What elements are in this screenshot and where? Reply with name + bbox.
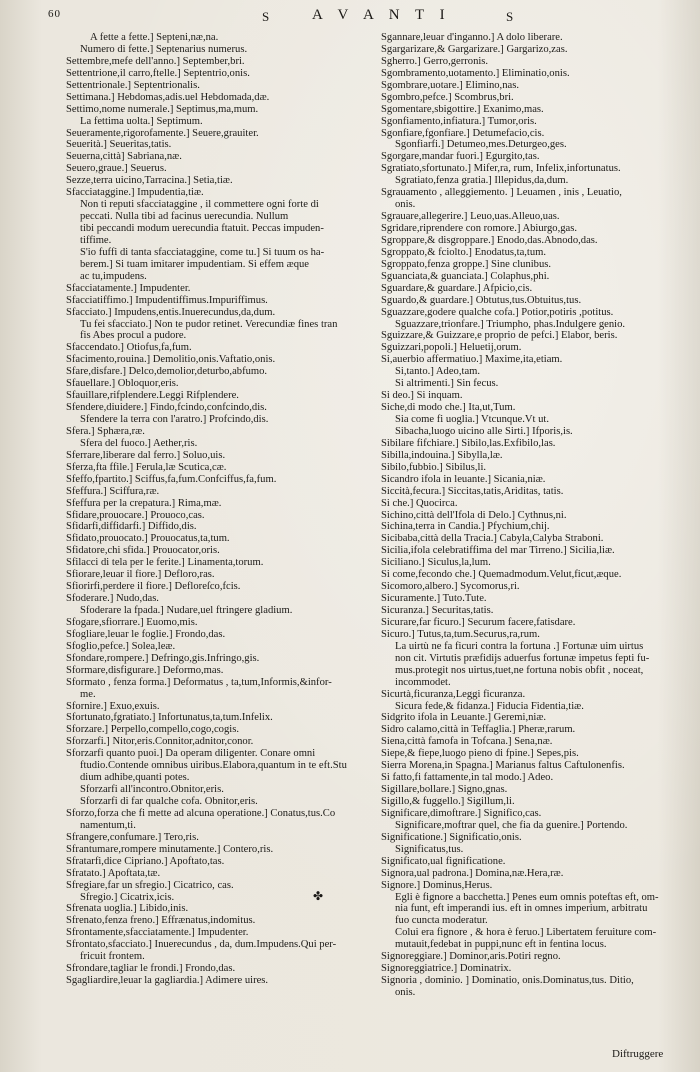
entry-line: Sicuranza.] Securitas,tatis. [381,605,494,616]
entry-line: Sfauellare.] Obloquor,eris. [66,378,179,390]
entry-line: Settentrionale.] Septentrionalis. [66,79,200,91]
entry-line: Sgannare,leuar d'inganno.] A dolo liberare. [381,32,563,43]
entry-line: Sgrauamento , alleggiemento. ] Leuamen , inis , Leuatio, [381,187,622,199]
entry-line: Sgagliardire,leuar la gagliardia.] Adimere uires. [66,975,269,987]
signature-mark: S [262,9,271,24]
entry-line: Sfondare,rompere.] Defringo,gis.Infringo,gis. [66,652,260,664]
entry-line: Tu fei sfacciato.] Non te pudor retinet. Verecundiæ fines tran [80,318,338,330]
entry-line: Siccità,fecura.] Siccitas,tatis,Ariditas, tatis. [381,485,564,497]
entry-line: tibi peccandi modum uerecundia ftatuit. Peccas impuden- [80,223,324,234]
entry-line: fricuit frontem. [80,951,145,963]
entry-line: Sicurare,far ficuro.] Securum facere,fatisdare. [381,616,576,628]
entry-line: Sgherro.] Gerro,gerronis. [381,55,489,67]
entry-line: Non ti reputi sfacciataggine , il commettere ogni forte di [80,199,319,211]
entry-line: La fettima uolta.] Septimum. [80,115,203,127]
entry-line: Sicurtà,ficuranza,Leggi ficuranza. [381,688,526,700]
entry-line: Sfiorirfi,perdere il fiore.] Defloreſco,fcis. [66,581,241,593]
entry-line: Sfacciatamente.] Impudenter. [66,282,191,294]
entry-line: mutauit,fedebat in puppi,nunc eft in fentina locus. [395,939,607,951]
entry-line: Sfendere,diuidere.] Findo,fcindo,confcindo,dis. [66,402,267,414]
entry-line: Sferza,fta ffile.] Ferula,læ Scutica,cæ. [66,461,227,473]
entry-line: Seuero,graue.] Seuerus. [66,163,167,175]
entry-line: Sfrenato,fenza freno.] Effrænatus,indomitus. [66,915,256,927]
entry-line: Sfera del fuoco.] Aether,ris. [80,437,198,449]
entry-line: Settimo,nome numerale.] Septimus,ma,mum. [66,103,259,115]
printer-ornament: ✤ [313,889,324,903]
entry-line: Sgroppato,fenza groppe.] Sine clunibus. [381,258,552,270]
entry-line: Sgargarizare,& Gargarizare.] Gargarizo,zas. [381,43,568,55]
entry-line: Signore.] Dominus,Herus. [381,879,493,891]
entry-line: Sguazzare,godere qualche cofa.] Potior,potiris ,potitus. [381,306,614,318]
entry-line: Seuerità.] Seueritas,tatis. [66,139,172,151]
entry-line: Sfrondare,tagliar le frondi.] Frondo,das. [66,963,236,975]
entry-line: Sfrantumare,rompere minutamente.] Contero,ris. [66,843,274,855]
entry-line: Si fatto,fi fattamente,in tal modo.] Adeo. [381,772,554,784]
entry-line: Siciliano.] Siculus,la,lum. [381,557,491,569]
entry-line: Sfratato.] Apoftata,tæ. [66,867,161,879]
entry-line: Si altrimenti.] Sin fecus. [395,378,499,390]
entry-line: Sia come fi uoglia.] Vtcunque.Vt ut. [395,414,549,425]
entry-line: Sfidare,prouocare.] Prouoco,cas. [66,509,205,521]
folio-number: 60 [48,8,61,20]
entry-line: Sicandro ifola in leuante.] Sicania,niæ. [381,473,546,485]
entry-line: Sguardare,& guardare.] Afpicio,cis. [381,282,533,294]
entry-line: Sfregiare,far un sfregio.] Cicatrico, cas. [66,879,234,891]
entry-line: onis. [395,987,416,998]
entry-line: mus.protegit nos uirtus,tuet,ne fortuna nobis obfit , noceat, [395,664,644,676]
entry-line: Sfilacci di tela per le ferite.] Linamenta,torum. [66,557,264,569]
entry-line: Significare,dimoftrare.] Significo,cas. [381,807,542,819]
entry-line: Sfratarfi,dice Cipriano.] Apoftato,tas. [66,855,225,867]
signature-mark-right: S [506,9,515,24]
entry-line: Settentrione,il carro,ftelle.] Septentrio,onis. [66,67,250,79]
entry-line: Sforzarfi quanto puoi.] Da operam diligenter. Conare omni [66,748,316,760]
entry-line: Sforzare.] Perpello,compello,cogo,cogis. [66,724,239,736]
entry-line: incommodet. [395,676,451,688]
entry-line: Sforzarfi all'incontro.Obnitor,eris. [80,784,224,796]
entry-line: Sfrangere,confumare.] Tero,ris. [66,831,199,843]
entry-line: Sicuramente.] Tuto.Tute. [381,593,487,605]
entry-line: Settembre,mefe dell'anno.] September,bri. [66,55,245,67]
entry-line: Sgombrare,uotare.] Elimino,nas. [381,79,519,91]
entry-line: Sfidato,prouocato.] Prouocatus,ta,tum. [66,533,230,545]
entry-line: non cit. Virtutis præfidijs aduerfus fortunæ impetus fepti fu- [395,652,650,664]
entry-line: Sicuro.] Tutus,ta,tum.Securus,ra,rum. [381,628,540,640]
entry-line: Sfregio.] Cicatrix,icis. [80,891,175,903]
entry-line: Sgroppare,& disgroppare.] Enodo,das.Abnodo,das. [381,234,598,246]
entry-line: Sigillare,bollare.] Signo,gnas. [381,784,508,796]
entry-line: Sfidarfi,diffidarfi.] Diffido,dis. [66,521,197,533]
entry-line: Sicomoro,albero.] Sycomorus,ri. [381,581,520,593]
entry-line: Significatus,tus. [395,843,464,855]
entry-line: Sfrontamente,sfacciatamente.] Impudenter. [66,927,249,939]
entry-line: Sgorgare,mandar fuori.] Egurgito,tas. [381,151,540,163]
entry-line: Sichina,terra in Candia.] Pfychium,chij. [381,521,550,533]
entry-line: Signora,ual padrona.] Domina,næ.Hera,ræ. [381,867,564,879]
entry-line: Sfeffura.] Sciffura,ræ. [66,485,160,497]
entry-line: Sicura fede,& fidanza.] Fiducia Fidentia,tiæ. [395,700,584,712]
entry-line: me. [80,688,96,700]
entry-line: ftudio.Contende omnibus uiribus.Elabora,quantum in te eft.Stu [80,760,347,772]
entry-line: Sgombramento,uotamento.] Eliminatio,onis. [381,67,570,79]
entry-line: Sforzarfi di far qualche cofa. Obnitor,eris. [80,796,258,807]
entry-line: tiffime. [80,234,112,246]
entry-line: Sicilia,ifola celebratiffima del mar Tirreno.] Sicilia,liæ. [381,545,615,557]
entry-line: Sibilla,indouina.] Sibylla,læ. [381,449,503,461]
entry-line: Sicibaba,città della Tracia.] Cabyla,Calyba Straboni. [381,533,604,545]
entry-line: Egli è fignore a bacchetta.] Penes eum omnis poteftas eft, om- [395,891,659,903]
entry-line: Sibilare fifchiare.] Sibilo,las.Exfibilo,las. [381,437,556,449]
entry-line: Sfornire.] Exuo,exuis. [66,700,160,712]
entry-line: Significato,ual fignificatione. [381,855,506,867]
entry-line: Sfacciataggine.] Impudentia,tiæ. [66,187,204,199]
entry-line: Si che.] Quocirca. [381,497,458,509]
entry-line: La uirtù ne fa ficuri contra la fortuna .] Fortunæ uim uirtus [395,640,644,652]
entry-line: Sguazzare,trionfare.] Triumpho, phas.Indulgere genio. [395,318,626,330]
entry-line: Sguizzare,& Guizzare,e proprio de pefci.] Elabor, beris. [381,330,618,342]
entry-line: nia funt, eft imperandi ius. eft in omnes imperium, arbitratu [395,903,648,915]
entry-line: Sfacciatiffimo.] Impudentiffimus.Impuriffimus. [66,294,268,306]
entry-line: Significatione.] Significatio,onis. [381,831,522,843]
entry-line: Sgonfiare,fgonfiare.] Detumefacio,cis. [381,127,545,139]
entry-line: Si,auerbio affermatiuo.] Maxime,ita,etiam. [381,354,563,366]
right-column [381,32,687,999]
page-header [0,6,700,28]
entry-line: Sfeffura per la crepatura.] Rima,mæ. [66,497,222,509]
entry-line: Siepe,& fiepe,luogo pieno di fpine.] Sepes,pis. [381,748,579,760]
entry-line: Significare,moftrar quel, che fia da guenire.] Portendo. [395,819,628,831]
entry-line: Sfortunato,fgratiato.] Infortunatus,ta,tum.Infelix. [66,712,273,724]
entry-line: Sguizzari,popoli.] Heluetij,orum. [381,342,522,354]
entry-line: Sidro calamo,città in Teffaglia.] Pheræ,rarum. [381,724,576,736]
entry-line: onis. [395,199,416,211]
entry-line: ac tu,impudens. [80,270,147,282]
entry-line: Siche,di modo che.] Ita,ut,Tum. [381,402,516,414]
entry-line: Sfauillare,rifplendere.Leggi Rifplendere. [66,390,239,402]
entry-line: Sichino,città dell'Ifola di Delo.] Cythnus,ni. [381,509,567,521]
entry-line: Sforzarfi.] Nitor,eris.Connitor,adnitor,conor. [66,736,254,748]
entry-line: Sfera.] Sphæra,ræ. [66,425,145,437]
entry-line: Colui era fignore , & hora è feruo.] Libertatem feruiture com- [395,927,657,939]
entry-line: Sgrauare,allegerire.] Leuo,uas.Alleuo,uas. [381,211,560,223]
entry-line: Sezze,terra uicino,Tarracina.] Setia,tiæ. [66,175,233,187]
entry-line: Sfidatore,chi sfida.] Prouocator,oris. [66,545,220,557]
entry-line: Sfaccendato.] Otiofus,fa,fum. [66,342,192,354]
entry-line: Signoreggiatrice.] Dominatrix. [381,963,512,975]
entry-line: Sguanciata,& guanciata.] Colaphus,phi. [381,270,550,282]
entry-line: Seuerna,città] Sabriana,næ. [66,151,182,163]
entry-line: Sfeffo,fpartito.] Sciffus,fa,fum.Confciffus,fa,fum. [66,473,277,485]
entry-line: Sfiorare,leuar il fiore.] Defloro,ras. [66,569,215,581]
entry-line: Sfacciato.] Impudens,entis.Inuerecundus,da,dum. [66,306,276,318]
entry-line: Settimana.] Hebdomas,adis.uel Hebdomada,dæ. [66,91,270,103]
entry-line: Sgombro,pefce.] Scombrus,bri. [381,91,514,103]
catchword: Diftruggere [612,1048,664,1060]
entry-line: Sfoderare.] Nudo,das. [66,593,159,605]
entry-line: Sforzo,forza che fi mette ad alcuna operatione.] Conatus,tus.Co [66,807,336,819]
entry-line: Sgridare,riprendere con romore.] Abiurgo,gas. [381,223,578,234]
entry-line: fis Abes procul a pudore. [80,330,187,342]
entry-line: Sfare,disfare.] Delco,demolior,deturbo,abfumo. [66,366,268,378]
entry-line: Si,tanto.] Adeo,tam. [395,366,481,378]
entry-line: Sidgrito ifola in Leuante.] Geremi,niæ. [381,712,547,724]
entry-line: Si come,fecondo che.] Quemadmodum.Velut,ficut,æque. [381,569,622,581]
entry-line: Sfoderare la fpada.] Nudare,uel ftringere gladium. [80,605,293,616]
entry-line: Sierra Morena,in Spagna.] Marianus faltus Caftulonenfis. [381,760,625,772]
entry-line: fuo cuncta moderatur. [395,915,488,927]
entry-line: Sgonfiamento,infiatura.] Tumor,oris. [381,115,537,127]
entry-line: Sigillo,& fuggello.] Sigillum,li. [381,796,515,807]
entry-line: Seueramente,rigorofamente.] Seuere,grauiter. [66,127,259,139]
entry-line: Si deo.] Si inquam. [381,390,463,402]
entry-line: Sgroppato,& fciolto.] Enodatus,ta,tum. [381,246,547,258]
entry-line: Numero di fette.] Septenarius numerus. [80,43,248,55]
entry-line: Sfrenata uoglia.] Libido,inis. [66,903,189,915]
entry-line: Sfogare,sfiorrare.] Euomo,mis. [66,616,198,628]
entry-line: dium adhibe,quanti potes. [80,772,190,784]
entry-line: A fette a fette.] Septeni,næ,na. [90,32,219,43]
left-column [66,32,368,987]
entry-line: Sibilo,fubbio.] Sibilus,li. [381,461,487,473]
entry-line: Sfrontato,sfacciato.] Inuerecundus , da, dum.Impudens.Qui per- [66,939,337,951]
entry-line: Sgratiato,fenza gratia.] Illepidus,da,dum. [395,175,569,187]
entry-line: Sformare,disfigurare.] Deformo,mas. [66,664,224,676]
running-title: A V A N T I [312,7,451,23]
entry-line: Sformato , fenza forma.] Deformatus , ta,tum,Informis,&infor- [66,676,332,688]
entry-line: Sguardo,& guardare.] Obtutus,tus.Obtuitus,tus. [381,294,582,306]
entry-line: peccati. Nulla tibi ad facinus uerecundia. Nullum [80,211,289,223]
entry-line: Sibacha,luogo uicino alle Sirti.] Ifporis,is. [395,425,573,437]
entry-line: Sgratiato,sfortunato.] Mifer,ra, rum, Infelix,infortunatus. [381,163,621,175]
entry-line: Sfendere la terra con l'aratro.] Profcindo,dis. [80,414,269,425]
entry-line: Signoria , dominio. ] Dominatio, onis.Dominatus,tus. Ditio, [381,975,634,987]
entry-line: Sgomentare,sbigottire.] Exanimo,mas. [381,103,544,115]
entry-line: Signoreggiare.] Dominor,aris.Potiri regno. [381,951,561,963]
entry-line: Sfoglio,pefce.] Solea,leæ. [66,640,176,652]
entry-line: Sfogliare,leuar le foglie.] Frondo,das. [66,628,226,640]
entry-line: berem.] Si tuam imitarer impudentiam. Si effem æque [80,258,309,270]
entry-line: namentum,ti. [80,819,136,831]
entry-line: Sfacimento,rouina.] Demolitio,onis.Vaftatio,onis. [66,354,276,366]
entry-line: S'io fuffi di tanta sfacciataggine, come tu.] Si tuum os ha- [80,246,325,258]
entry-line: Sferrare,liberare dal ferro.] Soluo,uis. [66,449,226,461]
entry-line: Siena,città famofa in Tofcana.] Sena,næ. [381,736,553,748]
entry-line: Sgonfiarfi.] Detumeo,mes.Deturgeo,ges. [395,139,567,151]
